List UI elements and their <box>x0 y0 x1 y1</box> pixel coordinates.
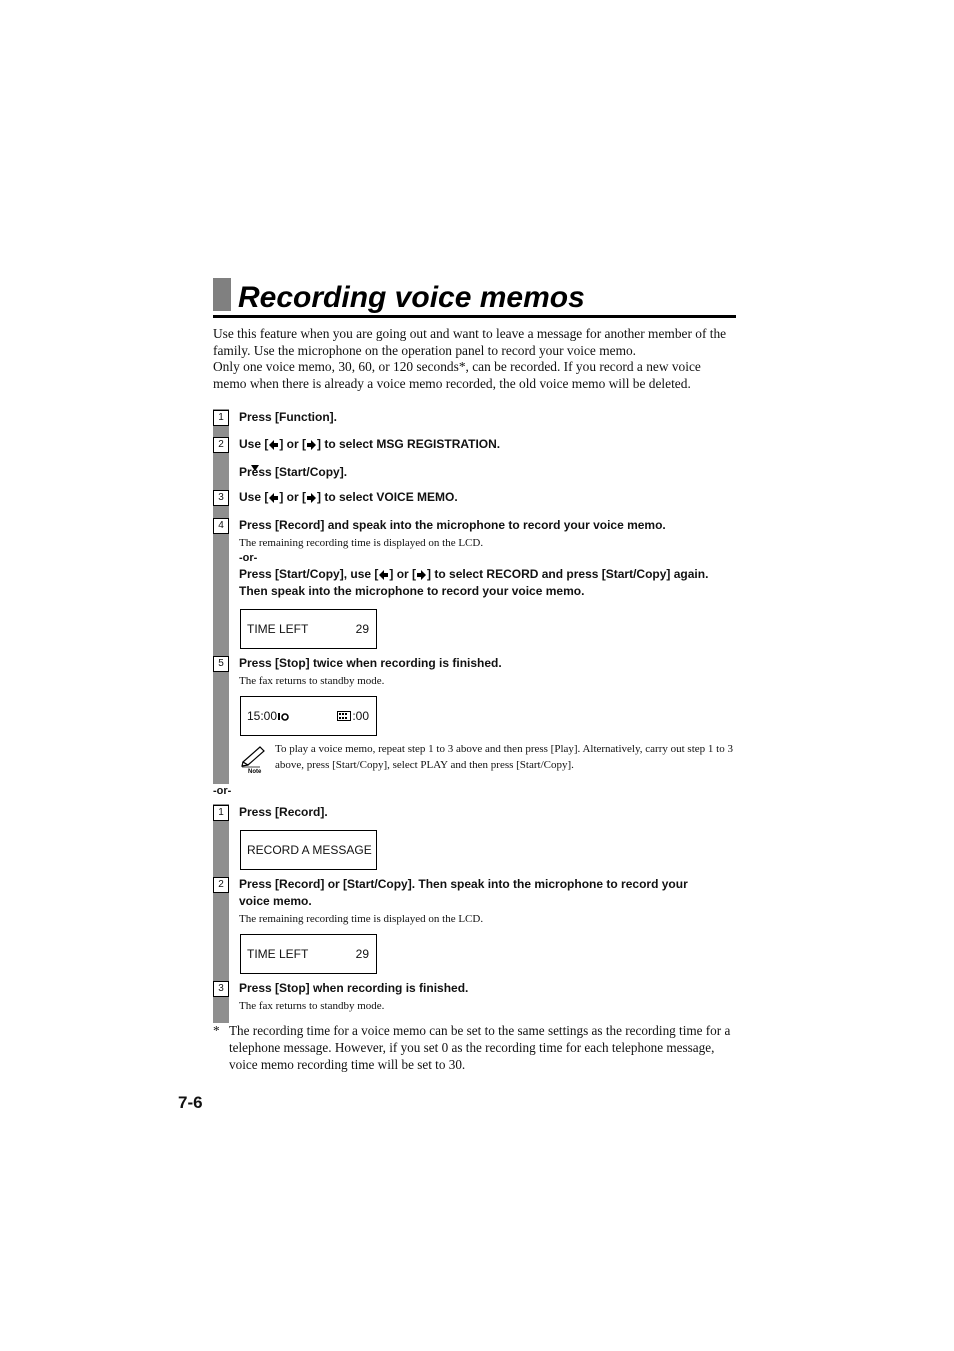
left-arrow-icon <box>268 439 279 451</box>
left-arrow-icon <box>268 492 279 504</box>
footnote-text: The recording time for a voice memo can be set to the same settings as the recording time for a telephone message. However, if you set 0 as the recording time for each telephone message, voice memo recording time will be set to 30. <box>229 1023 731 1072</box>
lcd-value: 29 <box>355 947 369 961</box>
step-instruction: Press [Record]. <box>239 805 328 819</box>
step-number: 4 <box>213 518 229 534</box>
lcd-text: TIME LEFT <box>247 622 309 636</box>
lcd-text: TIME LEFT <box>247 947 309 961</box>
or-separator: -or- <box>239 552 258 564</box>
step-text: ] to select MSG REGISTRATION. <box>317 437 501 451</box>
step-number: 3 <box>213 981 229 997</box>
step-instruction: Press [Function]. <box>239 410 338 424</box>
step-number: 2 <box>213 877 229 893</box>
page-number: 7-6 <box>178 1093 203 1112</box>
step-number: 2 <box>213 437 229 453</box>
step-text: Use [ <box>239 490 269 504</box>
right-arrow-icon <box>306 439 317 451</box>
footnote <box>213 1022 736 1073</box>
step-number: 3 <box>213 490 229 506</box>
title-accent-bar <box>213 278 231 311</box>
step-text: ] or [ <box>279 437 307 451</box>
or-separator: -or- <box>213 785 232 797</box>
right-arrow-icon <box>416 569 427 581</box>
lcd-display <box>240 830 377 870</box>
step-instruction: Press [Start/Copy]. <box>239 465 348 479</box>
step-note: The remaining recording time is displayed on the LCD. <box>239 913 484 925</box>
step-instruction: Press [Stop] twice when recording is finished. <box>239 656 502 670</box>
lcd-display <box>240 609 377 649</box>
lcd-text: 15:00 <box>247 709 278 723</box>
intro-text <box>213 326 736 392</box>
lcd-counter <box>337 697 369 736</box>
phone-tape-icon <box>278 698 289 736</box>
step-text: ] or [ <box>389 567 417 581</box>
footnote-mark: * <box>213 1023 220 1038</box>
step-number: 1 <box>213 805 229 821</box>
step-note: The fax returns to standby mode. <box>239 1000 385 1012</box>
step-instruction: Press [Record] and speak into the microphone to record your voice memo. <box>239 518 666 532</box>
step-number: 1 <box>213 410 229 426</box>
step-note: The remaining recording time is displayed on the LCD. <box>239 537 484 549</box>
lcd-value: 29 <box>355 622 369 636</box>
note-icon <box>240 744 268 779</box>
lcd-display <box>240 696 377 736</box>
step-note: The fax returns to standby mode. <box>239 675 385 687</box>
step-text: ] or [ <box>279 490 307 504</box>
step-text: ] to select RECORD and press [Start/Copy] again. Then speak into the microphone to record your voice memo. <box>239 567 709 598</box>
note-label: Note <box>248 769 262 774</box>
lcd-display <box>240 934 377 974</box>
step-text: ] to select VOICE MEMO. <box>317 490 458 504</box>
step-instruction: Press [Record] or [Start/Copy]. Then speak into the microphone to record your voice memo. <box>239 877 688 908</box>
step-instruction <box>239 489 739 506</box>
step-instruction <box>239 566 735 600</box>
memory-icon <box>337 698 351 736</box>
intro-paragraph: Only one voice memo, 30, 60, or 120 seconds*, can be recorded. If you record a new voice memo when there is already a voice memo recorded, the old voice memo will be deleted. <box>213 359 701 391</box>
step-number: 5 <box>213 656 229 672</box>
step-instruction: Press [Stop] when recording is finished. <box>239 981 469 995</box>
procedure-a-bar <box>213 409 229 784</box>
lcd-value: :00 <box>352 709 369 723</box>
lcd-time <box>247 697 289 736</box>
intro-paragraph: Use this feature when you are going out and want to leave a message for another member of the family. Use the microphone on the operation panel to record your voice memo. <box>213 326 727 358</box>
right-arrow-icon <box>306 492 317 504</box>
step-instruction <box>239 436 739 453</box>
page-title: Recording voice memos <box>238 281 585 314</box>
step-text: Use [ <box>239 437 269 451</box>
note-text: To play a voice memo, repeat step 1 to 3 above and then press [Play]. Alternatively, carry out step 1 to 3 above, press [Start/Copy], select PLAY and then press [Start/Copy]. <box>275 743 733 771</box>
step-text: Press [Start/Copy], use [ <box>239 567 379 581</box>
title-rule <box>213 315 736 318</box>
left-arrow-icon <box>378 569 389 581</box>
lcd-text: RECORD A MESSAGE <box>247 843 372 857</box>
